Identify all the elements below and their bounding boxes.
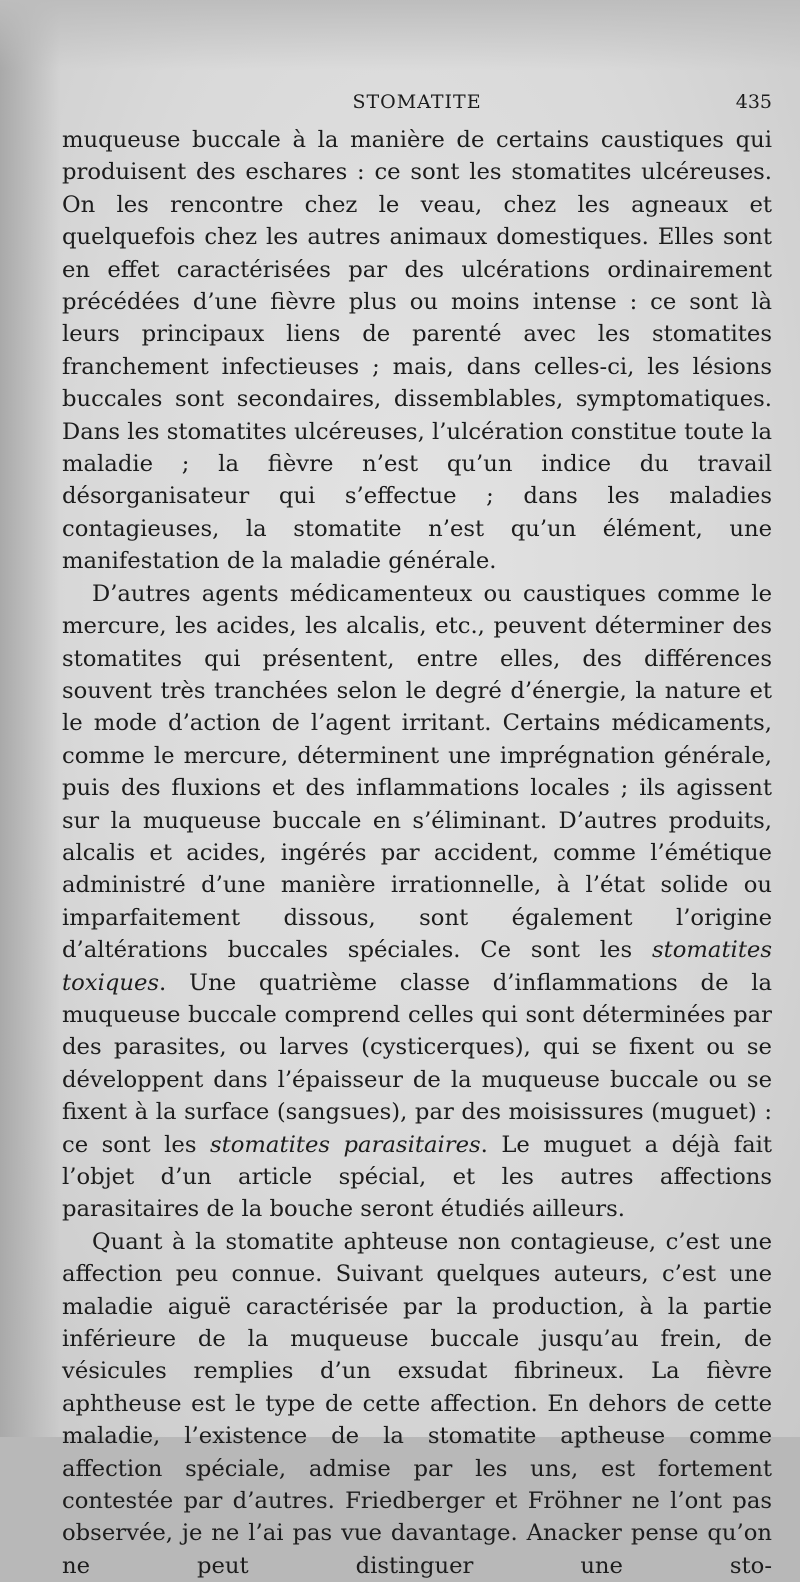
paragraph-2-text-c: . Le muguet a déjà fait l’objet d’un article spécial, et les autres affections parasitaires de la bouche seront étudiés ailleurs. (62, 1131, 772, 1223)
italic-term-stomatites-toxiques: stomatites toxiques (62, 937, 773, 996)
paragraph-2-text-b: . Une quatrième classe d’inflammations de la muqueuse buccale comprend celles qui sont déterminées par des parasites, ou larves (cysticerques), qui se fixent ou se développent dans l’épaisseur de la muqueuse buccale ou se fixent à la surface (sangsues), par des moisissures (muguet) : ce sont les (62, 969, 772, 1158)
paragraph-1: muqueuse buccale à la manière de certains caustiques qui produisent des eschares : ce sont les stomatites ulcéreuses. On les rencontre chez le veau, chez les agneaux et quelquefois chez les autres animaux domestiques. Elles sont en effet caractérisées par des ulcérations ordinairement précédées d’une fièvre plus ou moins intense : ce sont là leurs principaux liens de parenté avec les stomatites franchement infectieuses ; mais, dans celles-ci, les lésions buccales sont secondaires, dissemblables, symptomatiques. Dans les stomatites ulcéreuses, l’ulcération constitue toute la maladie ; la fièvre n’est qu’un indice du travail désorganisateur qui s’effectue ; dans les maladies contagieuses, la stomatite n’est qu’un élément, une manifestation de la maladie générale. (62, 127, 772, 575)
paragraph-3: Quant à la stomatite aphteuse non contagieuse, c’est une affection peu connue. Suivant quelques auteurs, c’est une maladie aiguë caractérisée par la production, à la partie inférieure de la muqueuse buccale jusqu’au frein, de vésicules remplies d’un exsudat fibrineux. La fièvre aphtheuse est le type de cette affection. En dehors de cette maladie, l’existence de la stomatite aptheuse comme affection spéciale, admise par les uns, est fortement contestée par d’autres. Friedberger et Fröhner ne l’ont pas observée, je ne l’ai pas vue davantage. Anacker pense qu’on ne peut distinguer une sto- (62, 1228, 772, 1579)
running-head (62, 88, 772, 118)
page-number: 435 (735, 91, 772, 113)
running-title: STOMATITE (352, 91, 482, 113)
paragraph-2 (62, 578, 772, 1226)
body-text (62, 124, 772, 1582)
italic-term-stomatites-parasitaires: stomatites parasitaires (210, 1131, 481, 1158)
paragraph-2-text-a: D’autres agents médicamenteux ou caustiques comme le mercure, les acides, les alcalis, etc., peuvent déterminer des stomatites qui présentent, entre elles, des différences souvent très tranchées selon le degré d’énergie, la nature et le mode d’action de l’agent irritant. Certains médicaments, comme le mercure, déterminent une imprégnation générale, puis des fluxions et des inflammations locales ; ils agissent sur la muqueuse buccale en s’éliminant. D’autres produits, alcalis et acides, ingérés par accident, comme l’émétique administré d’une manière irrationnelle, à l’état solide ou imparfaitement dissous, sont également l’origine d’altérations buccales spéciales. Ce sont les (62, 580, 772, 964)
